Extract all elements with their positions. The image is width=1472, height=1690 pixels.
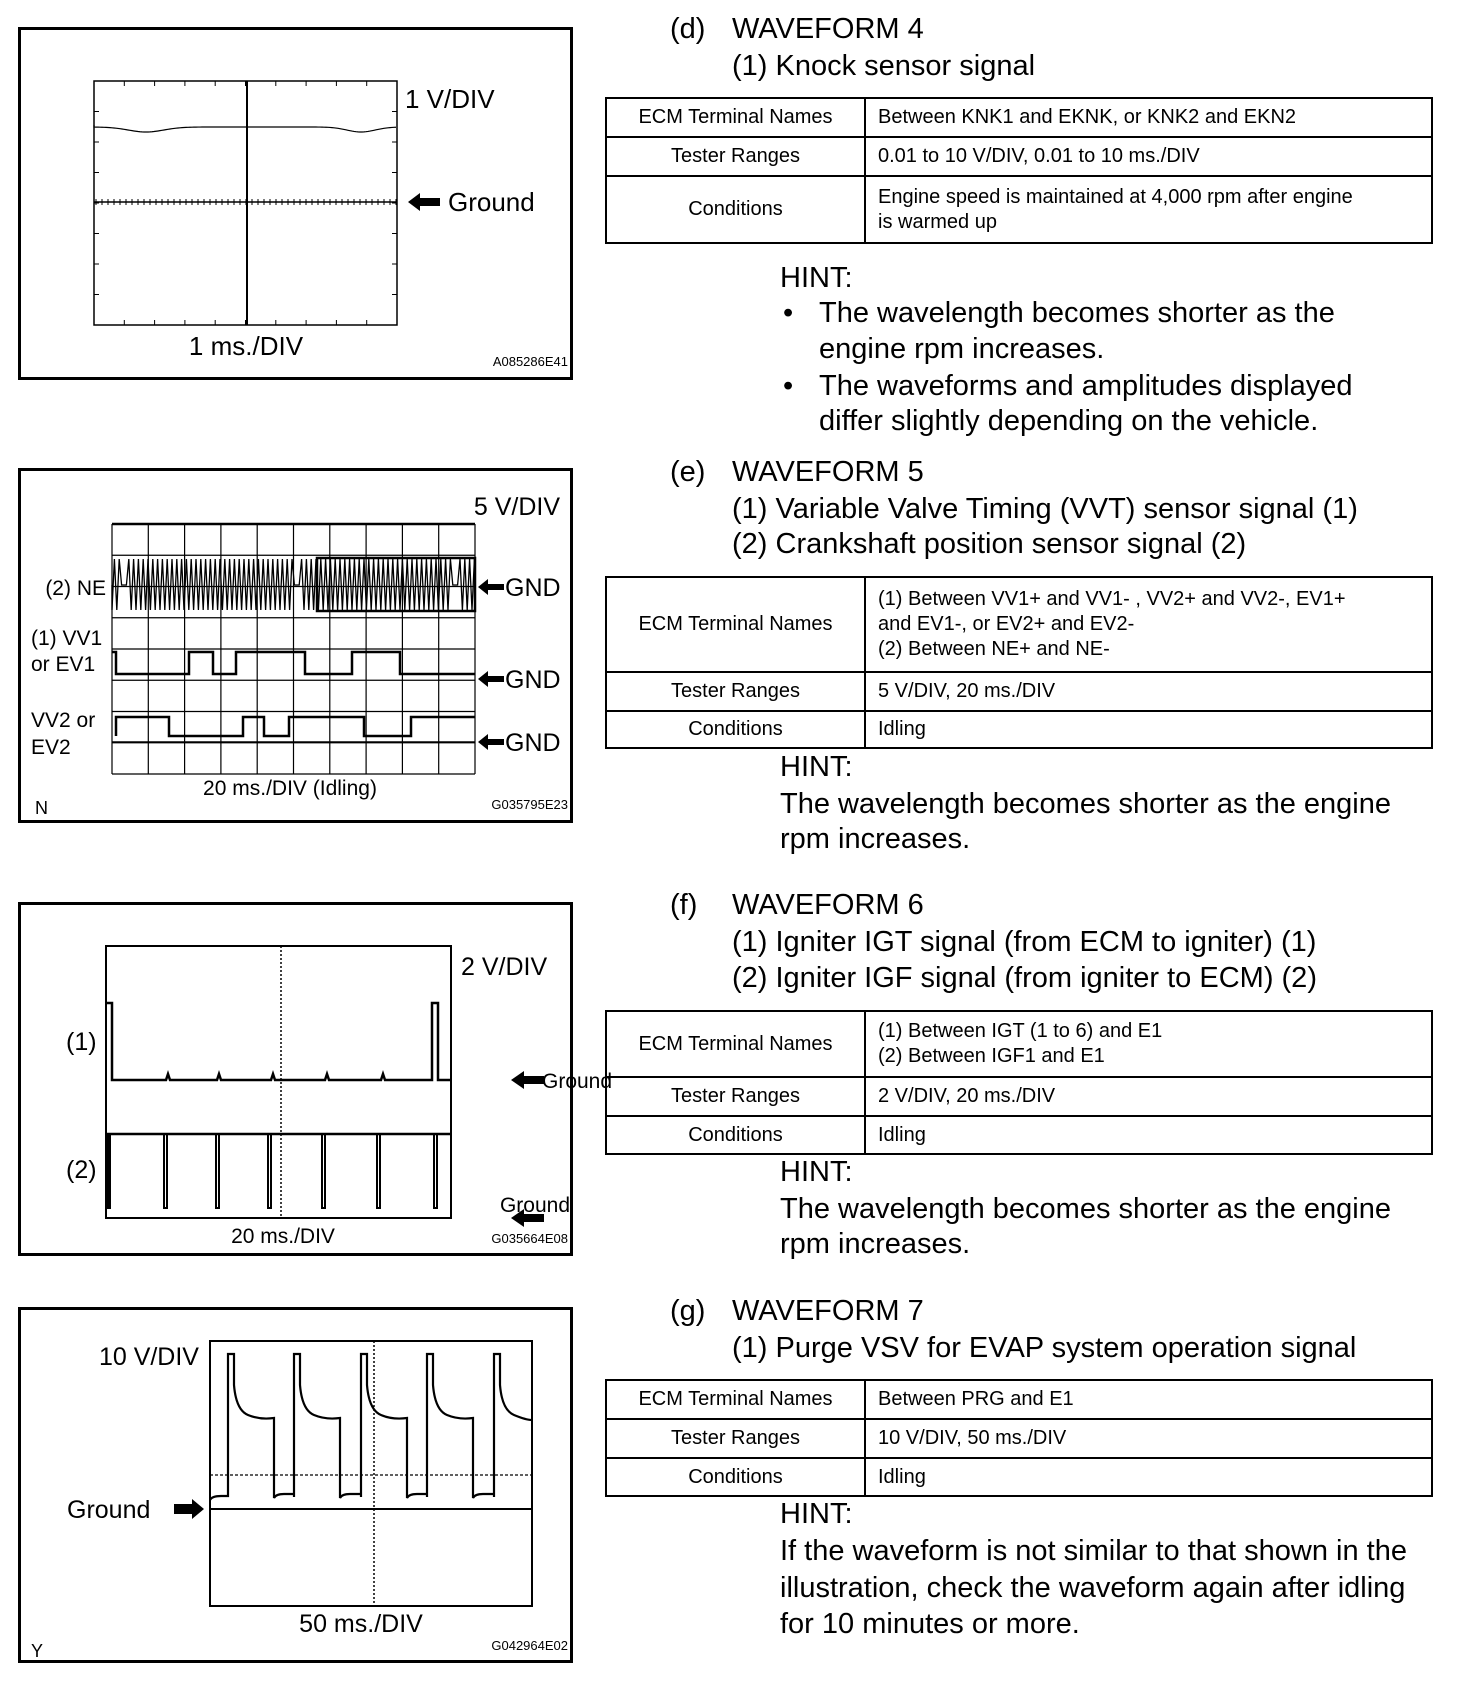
gnd-label: GND: [505, 729, 561, 757]
row-value-line: is warmed up: [878, 210, 997, 233]
vdiv-label: 5 V/DIV: [473, 493, 560, 521]
vdiv-label: 10 V/DIV: [98, 1343, 199, 1371]
row-value: [865, 1380, 1432, 1419]
figure-purge-vsv-waveform: [18, 1307, 573, 1663]
row-value: [865, 1458, 1432, 1496]
table-row: [606, 1116, 1432, 1154]
row-label: Conditions: [606, 711, 865, 748]
hint-title: HINT:: [780, 1498, 853, 1530]
table-row: [606, 1011, 1432, 1077]
igf-signal-trace: [108, 1134, 437, 1208]
signal-item: (2) Crankshaft position sensor signal (2): [732, 528, 1247, 560]
row-value-line: 10 V/DIV, 50 ms./DIV: [878, 1427, 1067, 1449]
row-value: [865, 98, 1432, 137]
row-value-line: and EV1-, or EV2+ and EV2-: [878, 613, 1135, 635]
waveform-title: WAVEFORM 5: [732, 456, 924, 488]
ground-label: Ground: [499, 1194, 570, 1217]
figure-code: G042964E02: [491, 1638, 568, 1653]
hint-bullet-text: engine rpm increases.: [819, 333, 1105, 365]
hint-text: rpm increases.: [780, 1228, 971, 1260]
figure-vvt-ne-waveform: [18, 468, 573, 823]
row-value-line: Idling: [878, 1123, 926, 1146]
ground-label: Ground: [448, 187, 535, 217]
figure-code: G035795E23: [491, 797, 568, 812]
hint-title: HINT:: [780, 262, 853, 294]
row-value-line: 5 V/DIV, 20 ms./DIV: [878, 680, 1056, 702]
row-label: ECM Terminal Names: [606, 1380, 865, 1419]
table-row: [606, 176, 1432, 243]
row-label: Conditions: [606, 1458, 865, 1496]
gnd-label: GND: [505, 666, 561, 694]
step-letter: (e): [670, 456, 706, 488]
signal-item: (1) Purge VSV for EVAP system operation signal: [732, 1332, 1357, 1364]
arrow-left-icon: [408, 193, 440, 211]
row-label: Tester Ranges: [606, 672, 865, 711]
figure-knock-sensor-waveform: [18, 27, 573, 380]
bullet-icon: •: [783, 297, 794, 329]
table-row: [606, 137, 1432, 176]
row-value: [865, 672, 1432, 711]
signal-1-label: (1): [66, 1028, 97, 1056]
row-label: Tester Ranges: [606, 1419, 865, 1458]
table-row: [606, 1458, 1432, 1496]
spec-table: [605, 1010, 1433, 1155]
tdiv-label: 20 ms./DIV (Idling): [203, 777, 377, 800]
step-letter: (f): [670, 889, 698, 921]
table-row: [606, 1380, 1432, 1419]
row-value-line: (2) Between IGF1 and E1: [878, 1045, 1105, 1067]
purge-signal-trace: [210, 1354, 532, 1500]
row-label: ECM Terminal Names: [606, 98, 865, 137]
figure-code: G035664E08: [491, 1231, 568, 1246]
arrow-left-icon: [478, 579, 504, 750]
corner-mark: Y: [31, 1641, 44, 1661]
row-value: [865, 1077, 1432, 1116]
waveform-title: WAVEFORM 4: [732, 13, 924, 45]
hint-title: HINT:: [780, 1156, 853, 1188]
row-label: ECM Terminal Names: [606, 577, 865, 672]
oscilloscope-plot: [21, 30, 576, 383]
ne-label: (2) NE: [45, 577, 106, 600]
figure-code: A085286E41: [492, 354, 568, 369]
tdiv-label: 20 ms./DIV: [231, 1225, 335, 1248]
row-value: [865, 577, 1432, 672]
step-letter: (g): [670, 1295, 706, 1327]
hint-text: The wavelength becomes shorter as the engine: [780, 788, 1391, 820]
row-label: ECM Terminal Names: [606, 1011, 865, 1077]
table-row: [606, 577, 1432, 672]
row-value-line: 2 V/DIV, 20 ms./DIV: [878, 1085, 1056, 1107]
bullet-icon: •: [783, 370, 794, 402]
tdiv-label: 1 ms./DIV: [188, 331, 304, 361]
row-value: [865, 711, 1432, 748]
step-letter: (d): [670, 13, 706, 45]
row-value-line: (1) Between VV1+ and VV1- , VV2+ and VV2-, EV1+: [878, 588, 1346, 610]
row-value-line: Idling: [878, 718, 926, 740]
vv2-label-2: EV2: [31, 736, 71, 759]
spec-table: [605, 576, 1433, 749]
tdiv-label: 50 ms./DIV: [299, 1610, 423, 1638]
figure-igniter-waveform: [18, 902, 613, 1256]
ground-label: Ground: [542, 1070, 613, 1093]
hint-text: The wavelength becomes shorter as the engine: [780, 1193, 1391, 1225]
hint-bullet-text: The wavelength becomes shorter as the: [819, 297, 1335, 329]
row-value-line: Between KNK1 and EKNK, or KNK2 and EKN2: [878, 106, 1297, 128]
knock-signal-trace: [94, 125, 396, 132]
vv2-label: VV2 or: [31, 709, 96, 732]
row-value-line: (2) Between NE+ and NE-: [878, 638, 1110, 660]
oscilloscope-plot: [21, 1310, 576, 1666]
row-value: [865, 137, 1432, 176]
corner-mark: N: [35, 798, 48, 818]
row-value: [865, 1419, 1432, 1458]
table-row: [606, 672, 1432, 711]
signal-item: (2) Igniter IGF signal (from igniter to ECM) (2): [732, 962, 1317, 994]
row-label: Tester Ranges: [606, 137, 865, 176]
vv2-signal-trace: [116, 717, 475, 736]
vdiv-label: 1 V/DIV: [405, 84, 495, 114]
row-value: [865, 1116, 1432, 1154]
row-value: [865, 176, 1432, 243]
waveform-title: WAVEFORM 7: [732, 1295, 924, 1327]
row-value: [865, 1011, 1432, 1077]
table-row: [606, 1419, 1432, 1458]
spec-table: [605, 1379, 1433, 1497]
row-value-line: (1) Between IGT (1 to 6) and E1: [878, 1020, 1163, 1042]
row-value-line: 0.01 to 10 V/DIV, 0.01 to 10 ms./DIV: [878, 145, 1200, 167]
signal-2-label: (2): [66, 1156, 97, 1184]
signal-item: (1) Igniter IGT signal (from ECM to igniter) (1): [732, 926, 1317, 958]
waveform-title: WAVEFORM 6: [732, 889, 924, 921]
row-value-line: Engine speed is maintained at 4,000 rpm after engine: [878, 185, 1353, 208]
row-value-line: Between PRG and E1: [878, 1388, 1074, 1410]
hint-text: for 10 minutes or more.: [780, 1608, 1080, 1640]
hint-bullet-text: The waveforms and amplitudes displayed: [819, 370, 1353, 402]
row-label: Conditions: [606, 176, 865, 243]
table-row: [606, 711, 1432, 748]
gnd-label: GND: [505, 574, 561, 602]
igt-signal-trace: [106, 1003, 451, 1080]
row-label: Tester Ranges: [606, 1077, 865, 1116]
hint-text: If the waveform is not similar to that shown in the: [780, 1535, 1407, 1567]
hint-text: illustration, check the waveform again after idling: [780, 1572, 1406, 1604]
row-label: Conditions: [606, 1116, 865, 1154]
table-row: [606, 98, 1432, 137]
signal-item: (1) Variable Valve Timing (VVT) sensor signal (1): [732, 493, 1358, 525]
hint-text: rpm increases.: [780, 823, 971, 855]
vdiv-label: 2 V/DIV: [461, 953, 548, 981]
arrow-right-icon: [174, 1499, 204, 1519]
hint-title: HINT:: [780, 751, 853, 783]
hint-bullet-text: differ slightly depending on the vehicle.: [819, 405, 1319, 437]
table-row: [606, 1077, 1432, 1116]
row-value-line: Idling: [878, 1465, 926, 1488]
spec-table: [605, 97, 1433, 244]
oscilloscope-plot: [21, 905, 613, 1259]
ground-label: Ground: [67, 1496, 151, 1524]
vv1-label-2: or EV1: [31, 653, 96, 676]
vv1-label: (1) VV1: [31, 627, 103, 650]
oscilloscope-plot: [21, 471, 576, 826]
signal-item: (1) Knock sensor signal: [732, 50, 1036, 82]
